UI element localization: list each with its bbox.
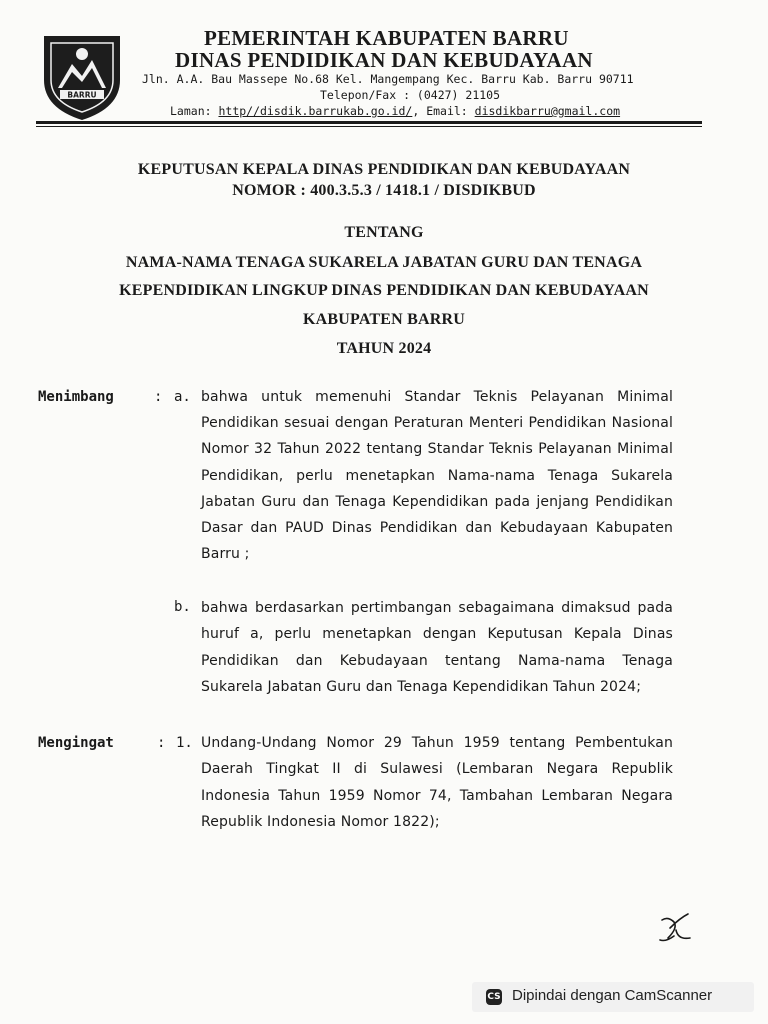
paraf-signature-icon bbox=[656, 908, 696, 948]
decree-subject-line1: NAMA-NAMA TENAGA SUKARELA JABATAN GURU DAN TENAGA bbox=[125, 254, 643, 271]
menimbang-label: Menimbang bbox=[38, 389, 114, 405]
mengingat-colon: : bbox=[157, 735, 166, 751]
org-name-line2: DINAS PENDIDIKAN DAN KEBUDAYAAN bbox=[175, 48, 593, 72]
letterhead-rule-thick bbox=[36, 121, 702, 124]
decree-number: NOMOR : 400.3.5.3 / 1418.1 / DISDIKBUD bbox=[232, 182, 536, 199]
mengingat-label: Mengingat bbox=[38, 735, 114, 751]
camscanner-icon: CS bbox=[486, 989, 502, 1005]
decree-tentang: TENTANG bbox=[344, 224, 424, 241]
decree-subject-line2: KEPENDIDIKAN LINGKUP DINAS PENDIDIKAN DAN KEBUDAYAAN bbox=[119, 282, 649, 299]
letterhead bbox=[0, 0, 768, 130]
decree-title: KEPUTUSAN KEPALA DINAS PENDIDIKAN DAN KEBUDAYAAN bbox=[137, 161, 631, 178]
email-link[interactable]: disdikbarru@gmail.com bbox=[474, 104, 621, 118]
camscanner-watermark bbox=[472, 982, 754, 1012]
letterhead-rule-thin bbox=[36, 126, 702, 127]
menimbang-item-b: bahwa berdasarkan pertimbangan sebagaimana dimaksud pada huruf a, perlu menetapkan dengan Keputusan Kepala Dinas Pendidikan dan Kebudayaan tentang Nama-nama Tenaga Sukarela Jabatan Guru dan Tenaga Kependidikan Tahun 2024; bbox=[201, 600, 673, 695]
website-link[interactable]: http//disdik.barrukab.go.id/ bbox=[218, 104, 413, 118]
mengingat-marker-1: 1. bbox=[176, 735, 193, 751]
email-label: , Email: bbox=[412, 104, 475, 118]
menimbang-item-a: bahwa untuk memenuhi Standar Teknis Pelayanan Minimal Pendidikan sesuai dengan Peraturan Menteri Pendidikan Nasional Nomor 32 Tahun 2022 tentang Standar Teknis Pelayanan Minimal Pendidikan, perlu menetapkan Nama-nama Tenaga Sukarela Jabatan Guru dan Tenaga Kependidikan pada jenjang Pendidikan Dasar dan PAUD Dinas Pendidikan dan Kebudayaan Kabupaten Barru ; bbox=[201, 389, 673, 563]
org-name-line1: PEMERINTAH KABUPATEN BARRU bbox=[204, 26, 569, 50]
menimbang-colon: : bbox=[154, 389, 163, 405]
org-address: Jln. A.A. Bau Massepe No.68 Kel. Mangempang Kec. Barru Kab. Barru 90711 bbox=[142, 72, 634, 86]
menimbang-marker-a: a. bbox=[174, 389, 191, 405]
logo-text: BARRU bbox=[67, 90, 97, 100]
mengingat-item-1: Undang-Undang Nomor 29 Tahun 1959 tentang Pembentukan Daerah Tingkat II di Sulawesi (Lembaran Negara Republik Indonesia Tahun 1959 Nomor 74, Tambahan Lembaran Negara Republik Indonesia Nomor 1822); bbox=[201, 735, 673, 830]
menimbang-marker-b: b. bbox=[174, 599, 191, 615]
decree-subject-line4: TAHUN 2024 bbox=[336, 340, 432, 357]
org-phone: Telepon/Fax : (0427) 21105 bbox=[320, 88, 501, 102]
web-label: Laman: bbox=[170, 104, 219, 118]
camscanner-label: Dipindai dengan CamScanner bbox=[512, 987, 713, 1004]
barru-regency-emblem-icon bbox=[40, 30, 124, 122]
decree-subject-line3: KABUPATEN BARRU bbox=[303, 311, 465, 328]
org-web-email-line bbox=[170, 104, 620, 118]
